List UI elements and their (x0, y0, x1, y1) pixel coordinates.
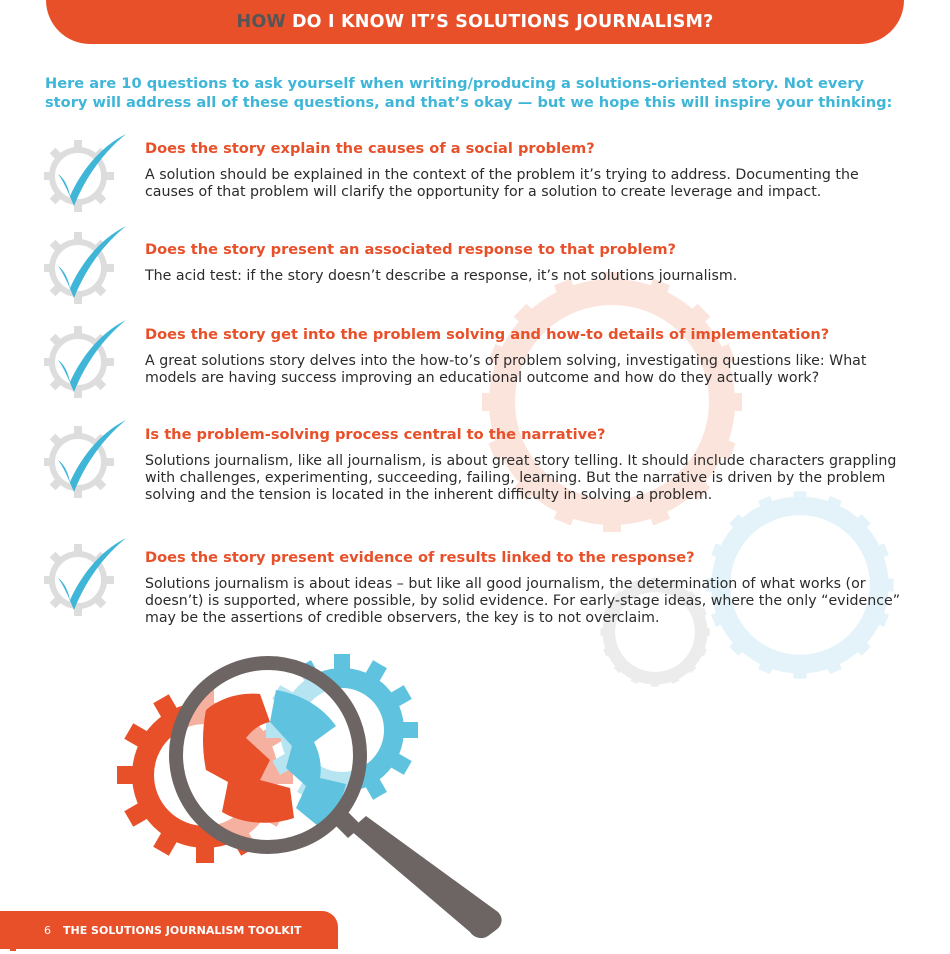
question-title: Does the story get into the problem solving and how-to details of implementation? (145, 326, 830, 343)
header-highlight: HOW (236, 12, 286, 32)
question-item (145, 549, 905, 627)
question-item (145, 326, 905, 387)
question-title: Does the story present an associated response to that problem? (145, 241, 677, 258)
question-body: Solutions journalism, like all journalism, is about great story telling. It should include characters grappling with challenges, experimenting, succeeding, failing, learning. But the narrative is driven by the problem solving and the tension is located in the inherent difficulty in solving a problem. (145, 453, 897, 503)
intro-text: Here are 10 questions to ask yourself when writing/producing a solutions-oriented story. Not every story will address all of these questions, and that’s okay — but we hope this will inspire your thinking: (45, 75, 893, 111)
magnifying-glass-gears-illustration (110, 650, 510, 940)
question-title: Does the story explain the causes of a social problem? (145, 140, 595, 157)
page-number: 6 (44, 923, 51, 937)
question-body: The acid test: if the story doesn’t describe a response, it’s not solutions journalism. (145, 268, 738, 284)
question-item (145, 140, 905, 201)
question-body: A great solutions story delves into the how-to’s of problem solving, investigating questions like: What models are having success improving an educational outcome and how do they actually work? (145, 353, 867, 386)
footer-bar (0, 911, 338, 949)
question-item (145, 426, 905, 504)
header-banner (46, 0, 904, 44)
checkmark-gear-icon (44, 534, 134, 616)
checkmark-gear-icon (44, 316, 134, 398)
question-title: Does the story present evidence of results linked to the response? (145, 549, 695, 566)
footer-title: THE SOLUTIONS JOURNALISM TOOLKIT (63, 923, 302, 937)
question-item (145, 241, 905, 285)
question-title: Is the problem-solving process central to the narrative? (145, 426, 606, 443)
question-body: Solutions journalism is about ideas – but like all good journalism, the determination of what works (or doesn’t) is supported, where possible, by solid evidence. For early-stage ideas, where the only “evidence” may be the assertions of credible observers, the key is to not overclaim. (145, 576, 901, 626)
header-title: DO I KNOW IT’S SOLUTIONS JOURNALISM? (291, 12, 714, 32)
checkmark-gear-icon (44, 222, 134, 304)
checkmark-gear-icon (44, 130, 134, 212)
checkmark-gear-icon (44, 416, 134, 498)
question-body: A solution should be explained in the context of the problem it’s trying to address. Documenting the causes of that problem will clarify the opportunity for a solution to create leverage and impact. (145, 167, 859, 200)
